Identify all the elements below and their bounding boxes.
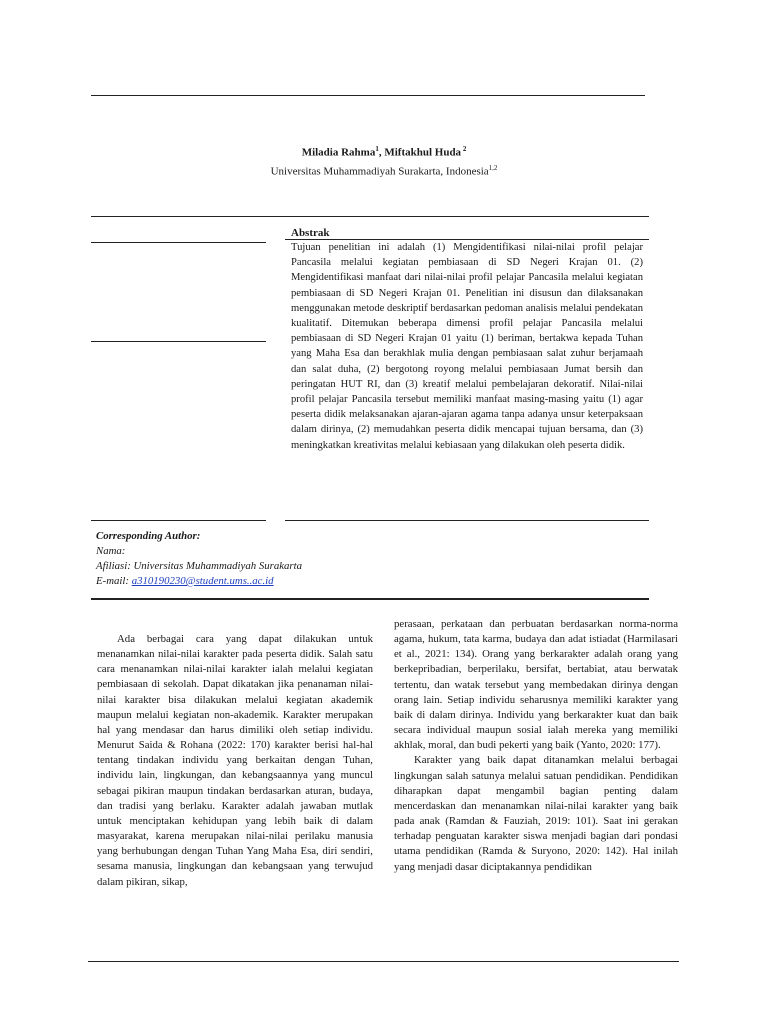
body-right-column [394,617,678,875]
footer-rule [88,961,679,962]
email-link[interactable]: a310190230@student.ums..ac.id [131,575,274,587]
body-left-column [97,632,373,890]
corresponding-title: Corresponding Author: [96,530,201,542]
left-box-rule-3 [91,520,266,521]
affiliation: Universitas Muhammadiyah Surakarta, Indonesia$^{1,2}$ [270,163,498,178]
corresponding-affiliation: Afiliasi: Universitas Muhammadiyah Surakarta [96,560,303,572]
author-2: Miftakhul Huda [384,146,462,159]
left-box-rule-2 [91,341,266,342]
left-box-rule-1 [91,242,266,243]
author-block [0,142,768,179]
corresponding-email: E-mail: a310190230@student.ums..ac.id [96,575,274,587]
paragraph: Ada berbagai cara yang dapat dilakukan untuk menanamkan nilai-nilai karakter pada peserta didik. Salah satu cara menanamkan nilai-nilai karakter ialah melalui kegiatan pembiasaan di sekolah. Dapat dikatakan jika penanaman nilai-nilai karakter bisa dilakukan melalui kegiatan akademik maupun melalui kegiatan non-akademik. Karakter merupakan hal yang mendasar dan harus dimiliki oleh setiap individu. Menurut Saida & Rohana (2022: 170) karakter berisi hal-hal tentang tindakan individu yang berkaitan dengan Tuhan, individu lain, lingkungan, dan kebangsaannya yang muncul sebagai pikiran maupun tindakan berdasarkan aturan, budaya, dan tradisi yang berlaku. Karakter adalah jawaban mutlak untuk menciptakan kehidupan yang lebih baik di dalam masyarakat, karena merupakan nilai-nilai perilaku manusia yang berhubungan dengan Tuhan Yang Maha Esa, diri sendiri, sesama manusia, lingkungan dan kebangsaan yang terwujud dalam pikiran, sikap, [97,633,373,888]
author-1: Miladia Rahma [301,146,376,159]
abstract-heading: Abstrak [291,227,330,239]
paragraph: Karakter yang baik dapat ditanamkan melalui berbagai lingkungan salah satunya melalui satuan pendidikan. Pendidikan diharapkan dapat mengambil bagian penting dalam mencerdaskan dan menanamkan nilai-nilai karakter yang baik pada anak (Ramdan & Fauziah, 2019: 101). Saat ini gerakan terhadap penguatan karakter siswa menjadi bagian dari pondasi utama pendidikan (Ramda & Suryono, 2020: 142). Hal inilah yang menjadi dasar diciptakannya pendidikan [394,754,678,873]
author-names: Miladia Rahma$^1$, Miftakhul Huda $^2$ [301,145,467,159]
corresponding-name: Nama: [96,545,126,557]
abstract-text: Tujuan penelitian ini adalah (1) Mengidentifikasi nilai-nilai profil pelajar Pancasila melalui kegiatan pembiasaan di SD Negeri Krajan 01. (2) Mengidentifikasi manfaat dari nilai-nilai profil pelajar Pancasila melalui kegiatan pembiasaan di SD Negeri Krajan 01. Penelitian ini disusun dan dilaksanakan menggunakan metode deskriptif berdasarkan pedoman analisis melalui pendekatan kualitatif. Ditemukan beberapa dimensi profil pelajar Pancasila melalui pembiasaan di SD Negeri Krajan 01 yaitu (1) beriman, bertakwa kepada Tuhan yang Maha Esa dan berakhlak mulia dengan pembiasaan salat zuhur berjamaah dan salat duha, (2) bergotong royong melalui pembiasaan Jumat bersih dan peringatan HUT RI, dan (3) kreatif melalui pembelajaran dekoratif. Nilai-nilai profil pelajar Pancasila tersebut memiliki manfaat masing-masing yaitu (1) agar peserta didik melaksanakan ajaran-ajaran agama tanpa adanya unsur keterpaksaan dalam dirinya, (2) memudahkan peserta didik mencapai tujuan bersama, dan (3) meningkatkan kreativitas melalui kebiasaan yang dilakukan oleh peserta didik. [291,242,643,451]
abstract-top-rule [91,216,649,217]
abstract-bottom-rule [285,520,649,521]
corresponding-author [96,529,302,589]
corresponding-bottom-rule [91,598,649,600]
header-rule [91,95,645,96]
paragraph: perasaan, perkataan dan perbuatan berdasarkan norma-norma agama, hukum, tata karma, budaya dan adat istiadat (Harmilasari et al., 2021: 134). Orang yang berkarakter adalah orang yang berkepribadian, berperilaku, bersifat, bertabiat, atau berwatak tertentu, dan watak tersebut yang membedakan dirinya dengan orang lain. Setiap individu seharusnya memiliki karakter yang baik di dalam dirinya. Individu yang berkarakter kuat dan baik secara individual maupun sosial ialah mereka yang memiliki akhlak, moral, dan budi pekerti yang baik (Yanto, 2020: 177). [394,618,678,752]
